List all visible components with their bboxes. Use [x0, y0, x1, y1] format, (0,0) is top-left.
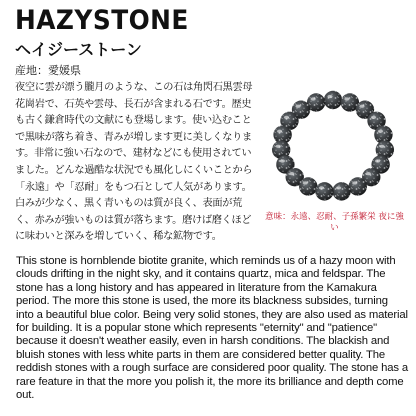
bead-highlight	[378, 130, 383, 133]
bracelet-image	[264, 82, 402, 210]
bead-highlight	[352, 181, 357, 184]
product-name-kana: ヘイジーストーン	[15, 40, 142, 59]
bead-highlight	[366, 172, 371, 175]
bead-highlight	[336, 186, 341, 189]
bead-highlight	[371, 116, 376, 119]
bead-highlight	[303, 181, 308, 184]
bead-speckle	[332, 182, 350, 200]
bracelet-beads	[272, 91, 394, 201]
bead-highlight	[327, 95, 332, 98]
bead-highlight	[319, 186, 324, 189]
bead-highlight	[295, 105, 300, 108]
bead-highlight	[284, 116, 289, 119]
bead-highlight	[379, 145, 384, 148]
meaning-label: 意味：永遠、忍耐、子孫繁栄 夜に強い	[265, 212, 404, 233]
bead-speckle	[349, 177, 367, 195]
bead-highlight	[289, 172, 294, 175]
bead-speckle	[315, 182, 333, 200]
bead-highlight	[280, 159, 285, 162]
bead-highlight	[276, 145, 281, 148]
bead-speckle	[324, 91, 342, 109]
bead-highlight	[311, 97, 316, 100]
product-title: HAZYSTONE	[15, 5, 189, 36]
origin-label: 産地：愛媛県	[15, 64, 81, 77]
bead-highlight	[344, 97, 349, 100]
bead-speckle	[299, 177, 317, 195]
bead-highlight	[277, 130, 282, 133]
description-english: This stone is hornblende biotite granite, which reminds us of a hazy moon with clouds drifting in the night sky, and it contains quartz, mica and feldspar. The stone has a long history and has appeared in literature from the Kamakura period. The more this stone is used, the more its blackness subsides, turning into a beautiful blue color. Being very solid stones, they are also used as material for building. It is a popular stone which represents "eternity" and "patience" because it doesn't weather easily, even in harsh conditions. The blackish and bluish stones with less white parts in them are considered better quality. The reddish stones with a rough surface are considered poor quality. The stone has a rare feature in that the more you polish it, the more its brilliance and depth come out.	[16, 255, 409, 402]
bead-highlight	[359, 105, 364, 108]
description-japanese: 夜空に雲が漂う朧月のような、この石は角閃石黒雲母花崗岩で、石英や雲母、長石が含まれる石です。歴史も古く鎌倉時代の文献にも登場します。使い込むことで黒味が落ち着き、青みが増します更に美しくなります。非常に強い石なので、建材などにも使用されていました。どんな過酷な状況でも風化しにくいことから「永遠」や「忍耐」をもつ石として人気があります。白みが少なく、黒く青いものは質が良く、表面が荒く、赤みが強いものは質が落ちます。磨けば磨くほどに味わいと深みを増していく、稀な鉱物です。	[15, 82, 253, 243]
bead-highlight	[375, 159, 380, 162]
